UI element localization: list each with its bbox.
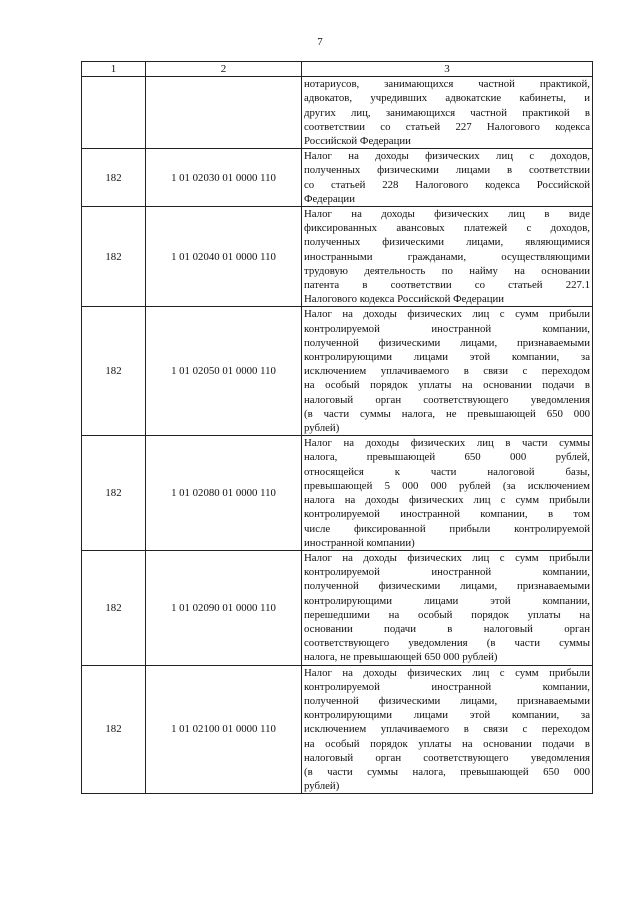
description-line: трудовую деятельность по найму на основании xyxy=(304,264,590,277)
description-line: контролирующими лицами этой компании, за xyxy=(304,351,590,364)
budget-classification-code-cell: 1 01 02080 01 0000 110 xyxy=(146,436,302,551)
budget-classification-code-cell: 1 01 02040 01 0000 110 xyxy=(146,207,302,307)
budget-classification-code-cell: 1 01 02030 01 0000 110 xyxy=(146,149,302,207)
description-line: полученных физическими лицами, являющимися xyxy=(304,236,590,249)
description-line: соответствии со статьей 227 Налогового кодекса xyxy=(304,120,590,133)
revenue-description-cell xyxy=(302,436,593,551)
budget-classification-code-cell xyxy=(146,77,302,149)
description-line: Налог на доходы физических лиц с доходов, xyxy=(304,150,590,163)
description-line: Российской Федерации xyxy=(304,135,411,148)
description-line: Налогового кодекса Российской Федерации xyxy=(304,293,505,306)
description-line: других лиц, занимающихся частной практикой в xyxy=(304,106,590,119)
description-line: Налог на доходы физических лиц в части суммы xyxy=(304,437,590,450)
budget-classification-code-cell: 1 01 02050 01 0000 110 xyxy=(146,307,302,436)
description-line: превышающей 5 000 000 рублей (за исключением xyxy=(304,479,590,492)
table-row xyxy=(82,550,593,665)
admin-code-cell: 182 xyxy=(82,149,146,207)
description-line: перешедшими на особый порядок уплаты на xyxy=(304,608,590,621)
description-line: рублей) xyxy=(304,780,340,793)
description-line: налога, не превышающей 650 000 рублей) xyxy=(304,651,498,664)
description-line: Налог на доходы физических лиц с сумм прибыли xyxy=(304,551,590,564)
description-line: контролируемой иностранной компании, в том xyxy=(304,508,590,521)
admin-code-cell: 182 xyxy=(82,436,146,551)
description-line: полученной физическими лицами, признаваемыми xyxy=(304,694,590,707)
description-line: Налог на доходы физических лиц в виде xyxy=(304,208,590,221)
revenue-description-cell xyxy=(302,307,593,436)
page-number: 7 xyxy=(317,36,323,48)
description-line: относящейся к части налоговой базы, xyxy=(304,465,590,478)
description-line: полученной физическими лицами, признаваемыми xyxy=(304,580,590,593)
description-line: Налог на доходы физических лиц с сумм прибыли xyxy=(304,666,590,679)
description-line: полученной физическими лицами, признаваемыми xyxy=(304,336,590,349)
description-line: фиксированных авансовых платежей с доходов, xyxy=(304,222,590,235)
table-row xyxy=(82,77,593,149)
description-line: исключением уплачиваемого в связи с переходом xyxy=(304,365,590,378)
description-line: контролируемой иностранной компании, xyxy=(304,680,590,693)
description-line: налога, превышающей 650 000 рублей, xyxy=(304,451,590,464)
budget-classification-code-cell: 1 01 02100 01 0000 110 xyxy=(146,665,302,794)
header-col-2: 2 xyxy=(146,62,302,77)
description-line: соответствующего уведомления (в части суммы xyxy=(304,637,590,650)
table-row xyxy=(82,149,593,207)
table-row xyxy=(82,307,593,436)
description-line: адвокатов, учредивших адвокатские кабинеты, и xyxy=(304,92,590,105)
description-line: полученных физическими лицами в соответствии xyxy=(304,164,590,177)
revenue-description-cell xyxy=(302,207,593,307)
revenue-description-cell xyxy=(302,149,593,207)
description-line: (в части суммы налога, превышающей 650 000 xyxy=(304,765,590,778)
description-line: исключением уплачиваемого в связи с переходом xyxy=(304,723,590,736)
description-line: контролирующими лицами этой компании, xyxy=(304,594,590,607)
description-line: Налог на доходы физических лиц с сумм прибыли xyxy=(304,308,590,321)
admin-code-cell: 182 xyxy=(82,307,146,436)
revenue-description-cell xyxy=(302,77,593,149)
header-col-3: 3 xyxy=(302,62,593,77)
description-line: на особый порядок уплаты на основании подачи в xyxy=(304,379,590,392)
header-col-1: 1 xyxy=(82,62,146,77)
description-line: Федерации xyxy=(304,192,355,205)
description-line: налога на доходы физических лиц с сумм прибыли xyxy=(304,494,590,507)
admin-code-cell: 182 xyxy=(82,207,146,307)
table-row xyxy=(82,207,593,307)
description-line: со статьей 228 Налогового кодекса Российской xyxy=(304,178,590,191)
description-line: числе фиксированной прибыли контролируемой xyxy=(304,522,590,535)
admin-code-cell xyxy=(82,77,146,149)
description-line: контролируемой иностранной компании, xyxy=(304,322,590,335)
revenue-description-cell xyxy=(302,665,593,794)
description-line: на особый порядок уплаты на основании подачи в xyxy=(304,737,590,750)
table-row xyxy=(82,436,593,551)
revenue-codes-table xyxy=(81,61,593,794)
description-line: контролируемой иностранной компании, xyxy=(304,566,590,579)
description-line: основании подачи в налоговый орган xyxy=(304,622,590,635)
admin-code-cell: 182 xyxy=(82,665,146,794)
description-line: рублей) xyxy=(304,422,340,435)
description-line: иностранной компании) xyxy=(304,536,415,549)
description-line: нотариусов, занимающихся частной практикой, xyxy=(304,78,590,91)
description-line: контролирующими лицами этой компании, за xyxy=(304,709,590,722)
description-line: налоговый орган соответствующего уведомления xyxy=(304,751,590,764)
description-line: налоговый орган соответствующего уведомления xyxy=(304,393,590,406)
budget-classification-code-cell: 1 01 02090 01 0000 110 xyxy=(146,550,302,665)
revenue-description-cell xyxy=(302,550,593,665)
table-header-row xyxy=(82,62,593,77)
admin-code-cell: 182 xyxy=(82,550,146,665)
description-line: иностранными гражданами, осуществляющими xyxy=(304,250,590,263)
description-line: патента в соответствии со статьей 227.1 xyxy=(304,279,590,292)
description-line: (в части суммы налога, не превышающей 650 000 xyxy=(304,407,590,420)
table-row xyxy=(82,665,593,794)
